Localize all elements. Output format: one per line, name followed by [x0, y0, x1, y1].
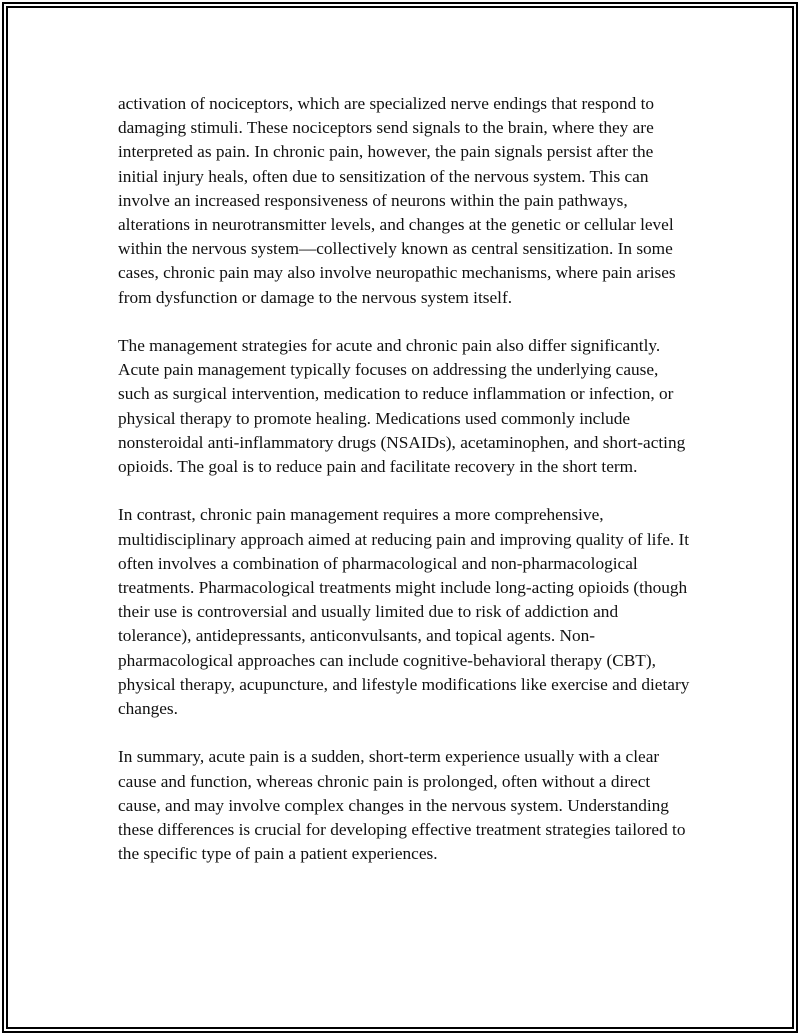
paragraph-management-strategies: The management strategies for acute and chronic pain also differ significantly. Acute pain management typically focuses on addressing the underlying cause, such as surgical intervention, medication to reduce inflammation or infection, or physical therapy to promote healing. Medications used commonly include nonsteroidal anti-inflammatory drugs (NSAIDs), acetaminophen, and short-acting opioids. The goal is to reduce pain and facilitate recovery in the short term.: [118, 336, 686, 477]
paragraph-nociceptors: activation of nociceptors, which are specialized nerve endings that respond to damaging stimuli. These nociceptors send signals to the brain, where they are interpreted as pain. In chronic pain, however, the pain signals persist after the initial injury heals, often due to sensitization of the nervous system. This can involve an increased responsiveness of neurons within the pain pathways, alterations in neurotransmitter levels, and changes at the genetic or cellular level within the nervous system—collectively known as central sensitization. In some cases, chronic pain may also involve neuropathic mechanisms, where pain arises from dysfunction or damage to the nervous system itself.: [118, 94, 676, 307]
document-body: [118, 92, 690, 866]
paragraph-summary: In summary, acute pain is a sudden, short-term experience usually with a clear cause and function, whereas chronic pain is prolonged, often without a direct cause, and may involve complex changes in the nervous system. Understanding these differences is crucial for developing effective treatment strategies tailored to the specific type of pain a patient experiences.: [118, 747, 686, 864]
paragraph-chronic-management: In contrast, chronic pain management requires a more comprehensive, multidisciplinary approach aimed at reducing pain and improving quality of life. It often involves a combination of pharmacological and non-pharmacological treatments. Pharmacological treatments might include long-acting opioids (though their use is controversial and usually limited due to risk of addiction and tolerance), antidepressants, anticonvulsants, and topical agents. Non-pharmacological approaches can include cognitive-behavioral therapy (CBT), physical therapy, acupuncture, and lifestyle modifications like exercise and dietary changes.: [118, 505, 690, 719]
